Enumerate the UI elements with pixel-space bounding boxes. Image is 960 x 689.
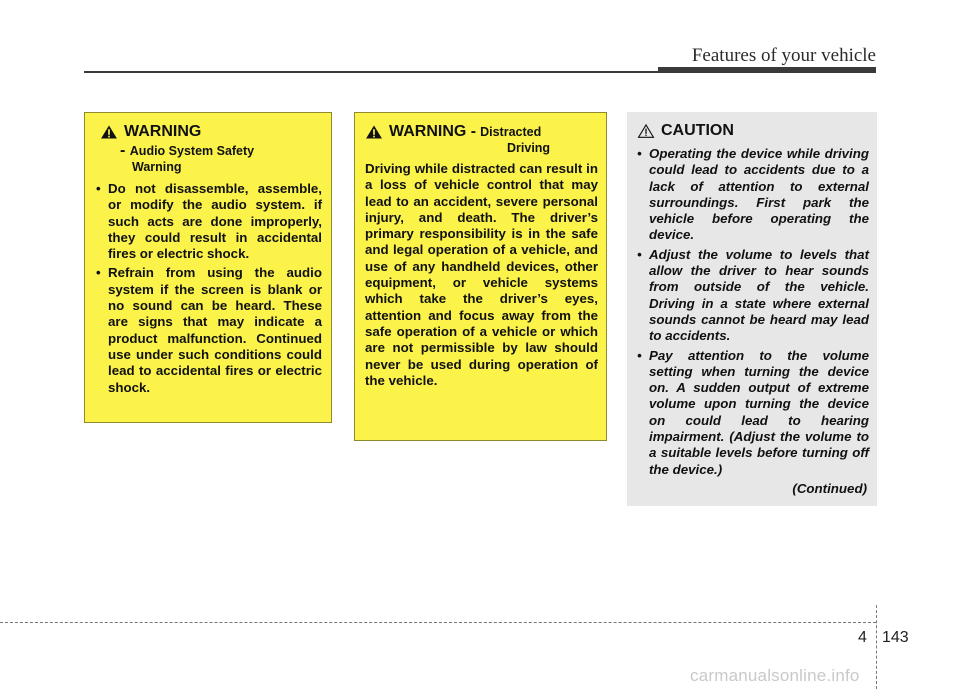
header-rule-bold <box>658 67 876 73</box>
warning-triangle-icon <box>365 125 383 139</box>
header-rule <box>84 71 658 73</box>
caution-header <box>637 122 869 140</box>
chapter-number: 4 <box>858 629 867 646</box>
subtitle-dash: - <box>120 142 126 159</box>
warning-audio-list <box>96 181 322 396</box>
header-title: Features of your vehicle <box>691 45 876 66</box>
warning-triangle-icon <box>100 125 118 139</box>
warning-distracted-body: Driving while distracted can result in a loss of vehicle control that may lead to an accident, severe personal injury, and death. The driver’s primary responsibility is in the safe and legal operation of a vehicle, and use of any handheld devices, other equipment, or vehicle systems which take the driver’s eyes, attention and focus away from the safe operation of a vehicle or which are not permissible by law should never be used during operation of the vehicle. <box>365 161 598 388</box>
list-item: • Do not disassemble, assemble, or modify the audio system. if such acts are done improperly, they could result in accidental fires or electric shock. <box>96 181 322 262</box>
subtitle-line-2: Driving <box>507 141 551 155</box>
warning-audio-header <box>96 123 322 141</box>
list-item: • Adjust the volume to levels that allow the driver to hear sounds from outside of the vehicle. Driving in a state where external sounds cannot be heard may lead to accidents. <box>637 247 869 345</box>
caution-box <box>627 112 877 506</box>
subtitle-line-1: Distracted <box>480 125 542 139</box>
continued-label: (Continued) <box>792 480 867 496</box>
watermark: carmanualsonline.info <box>690 666 860 685</box>
list-item: • Pay attention to the volume setting when turning the device on. A sudden output of extreme volume upon turning the device on could lead to hearing impairment. (Adjust the volume to a suitable levels before turning off the device.) <box>637 348 869 478</box>
subtitle-line-1: Audio System Safety <box>129 144 255 158</box>
page-number: 143 <box>882 629 909 646</box>
warning-title: WARNING <box>124 123 202 140</box>
warning-distracted-box <box>354 112 607 441</box>
caution-title: CAUTION <box>661 122 734 139</box>
warning-title: WARNING - <box>389 123 477 140</box>
warning-audio-subtitle <box>120 142 322 160</box>
list-item: • Refrain from using the audio system if the screen is blank or no sound can be heard. These are signs that may indicate a product malfunction. Continued use under such conditions could lead to accidental fires or electric shock. <box>96 265 322 395</box>
caution-triangle-icon <box>637 124 655 138</box>
caution-list <box>637 146 869 478</box>
warning-audio-box <box>84 112 332 423</box>
subtitle-line-2: Warning <box>132 160 182 174</box>
warning-distracted-header <box>365 123 598 141</box>
footer-rule <box>0 622 876 623</box>
footer-divider <box>876 605 877 689</box>
list-item: • Operating the device while driving could lead to accidents due to a lack of attention to external surroundings. First park the vehicle before operating the device. <box>637 146 869 244</box>
